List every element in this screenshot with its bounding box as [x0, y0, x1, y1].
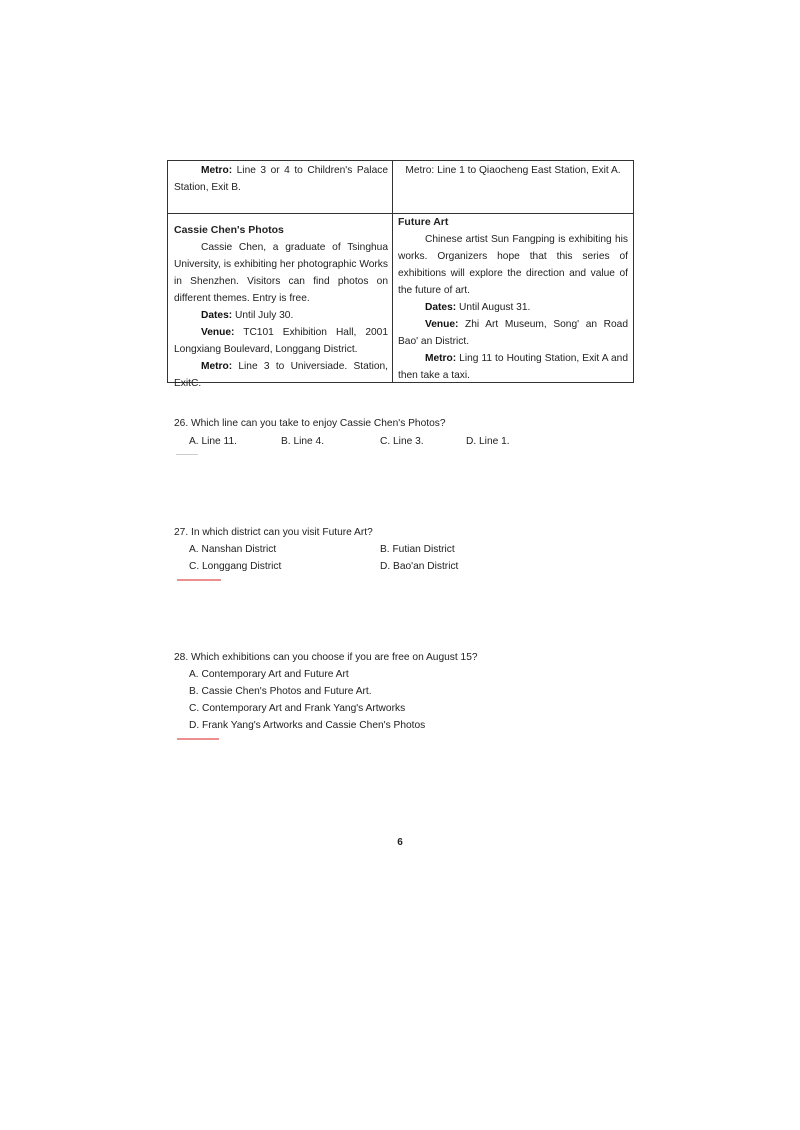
metro-text: Line 3 or 4 to Children's Palace Station, Exit B. [174, 165, 388, 193]
exhibit-title: Future Art [398, 216, 449, 228]
cell-future-art [398, 214, 628, 384]
dates-text: Until August 31. [456, 302, 531, 313]
cropped-answer-mark [177, 579, 221, 581]
cell-cassie-chen-photos [174, 222, 388, 392]
question-28-option-d[interactable]: D. Frank Yang's Artworks and Cassie Chen's Photos [189, 720, 426, 731]
question-26-stem: 26. Which line can you take to enjoy Cassie Chen's Photos? [174, 418, 446, 429]
cropped-answer-mark [177, 738, 219, 740]
exhibit-body: Chinese artist Sun Fangping is exhibiting his works. Organizers hope that this series of exhibitions will explore the direction and value of the future of art. [398, 234, 628, 296]
question-26-option-c[interactable]: C. Line 3. [380, 436, 424, 447]
page-number: 6 [397, 837, 403, 848]
venue-text: Zhi Art Museum, Song' an Road Bao' an District. [398, 319, 628, 347]
question-26-option-b[interactable]: B. Line 4. [281, 436, 325, 447]
metro-text: Ling 11 to Houting Station, Exit A and then take a taxi. [398, 353, 628, 381]
question-28-option-a[interactable]: A. Contemporary Art and Future Art [189, 669, 349, 680]
cell-contemporary-metro [174, 162, 388, 196]
metro-text: Metro: Line 1 to Qiaocheng East Station, Exit A. [405, 165, 621, 176]
question-27-option-a[interactable]: A. Nanshan District [189, 544, 277, 555]
question-28-option-c[interactable]: C. Contemporary Art and Frank Yang's Artworks [189, 703, 406, 714]
table-column-divider [392, 161, 393, 382]
dates-text: Until July 30. [232, 310, 294, 321]
venue-text: TC101 Exhibition Hall, 2001 Longxiang Boulevard, Longgang District. [174, 327, 388, 355]
metro-label: Metro: [201, 361, 233, 372]
cell-frank-metro [398, 162, 628, 179]
venue-label: Venue: [201, 327, 235, 338]
question-28-stem: 28. Which exhibitions can you choose if you are free on August 15? [174, 652, 478, 663]
metro-label: Metro: [425, 353, 457, 364]
exhibit-title: Cassie Chen's Photos [174, 224, 284, 236]
question-27-option-c[interactable]: C. Longgang District [189, 561, 282, 572]
question-27-stem: 27. In which district can you visit Future Art? [174, 527, 373, 538]
dates-label: Dates: [201, 310, 233, 321]
dates-label: Dates: [425, 302, 457, 313]
metro-text: Line 3 to Universiade. Station, ExitC. [174, 361, 388, 389]
exhibition-table [167, 160, 634, 389]
question-28-option-b[interactable]: B. Cassie Chen's Photos and Future Art. [189, 686, 372, 697]
question-26-option-a[interactable]: A. Line 11. [189, 436, 237, 447]
exhibit-body: Cassie Chen, a graduate of Tsinghua University, is exhibiting her photographic Works in Shenzhen. Visitors can find photos on different themes. Entry is free. [174, 242, 388, 304]
metro-label: Metro: [201, 165, 233, 176]
question-26-option-d[interactable]: D. Line 1. [466, 436, 510, 447]
question-27-option-d[interactable]: D. Bao'an District [380, 561, 459, 572]
question-27-option-b[interactable]: B. Futian District [380, 544, 455, 555]
scan-artifact [176, 454, 198, 455]
venue-label: Venue: [425, 319, 459, 330]
